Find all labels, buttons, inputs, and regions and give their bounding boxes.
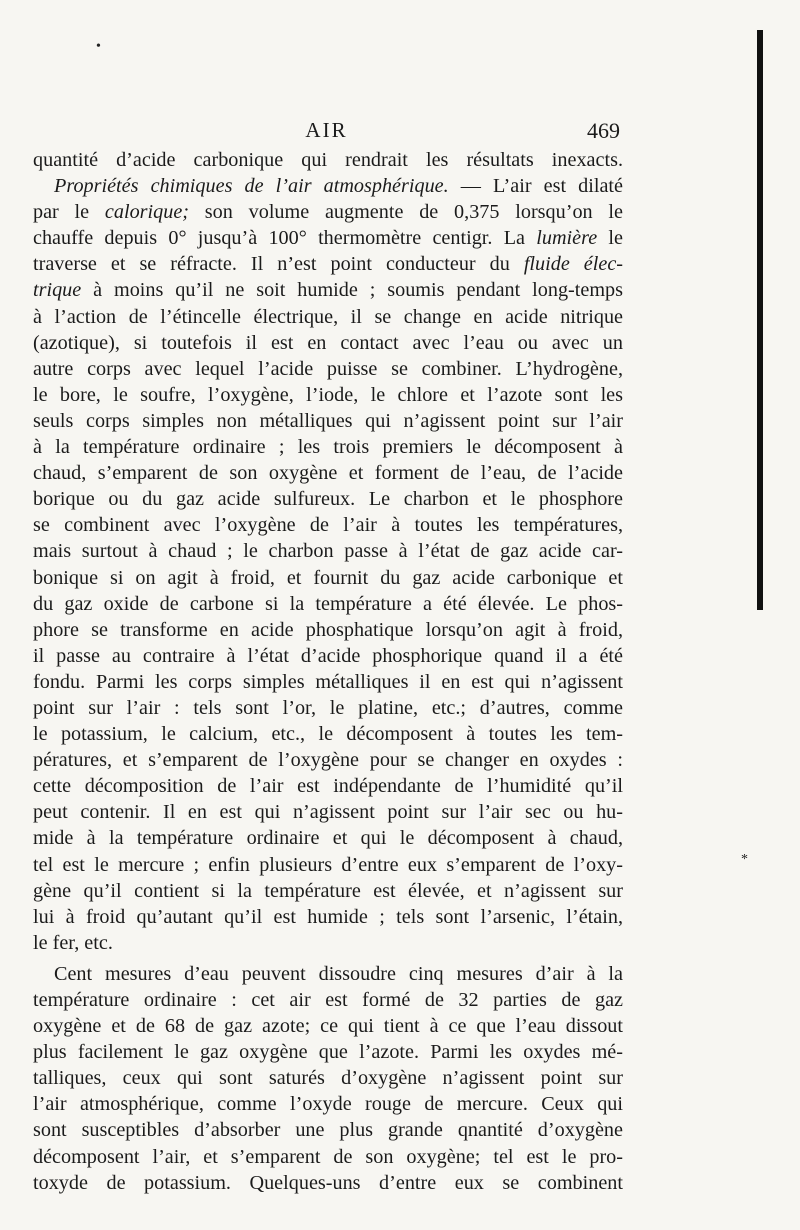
text-run: gène qu’il contient si la température est élevée, et n’agissent sur <box>33 879 623 902</box>
ink-speck: * <box>741 852 748 867</box>
text-line <box>33 695 623 721</box>
text-run: il passe au contraire à l’état d’acide phosphorique quand il a été <box>33 644 623 667</box>
text-run: seuls corps simples non métalliques qui n’agissent point sur l’air <box>33 409 623 432</box>
text-line <box>33 434 623 460</box>
text-line <box>33 538 623 564</box>
text-line <box>33 1117 623 1143</box>
text-run: chaud, s’emparent de son oxygène et forment de l’eau, de l’acide <box>33 462 623 485</box>
text-run: du gaz oxide de carbone si la température a été élevée. Le phos- <box>33 592 623 615</box>
text-run: pératures, et s’emparent de l’oxygène pour se changer en oxydes : <box>33 749 623 772</box>
text-run: borique ou du gaz acide sulfureux. Le charbon et le phosphore <box>33 488 623 511</box>
text-run: tel est le mercure ; enfin plusieurs d’entre eux s’emparent de l’oxy- <box>33 853 623 876</box>
text-line <box>33 356 623 382</box>
text-run: sont susceptibles d’absorber une plus grande qnantité d’oxygène <box>33 1119 623 1142</box>
text-line <box>33 669 623 695</box>
text-run: autre corps avec lequel l’acide puisse se combiner. L’hydrogène, <box>33 357 623 380</box>
text-run: mide à la température ordinaire et qui le décomposent à chaud, <box>33 827 623 850</box>
text-run: à l’action de l’étincelle électrique, il se change en acide nitrique <box>33 305 623 328</box>
running-title: AIR <box>305 118 348 142</box>
ink-speck: • <box>96 39 101 54</box>
text-run: se combinent avec l’oxygène de l’air à toutes les températures, <box>33 514 623 537</box>
text-run: le potassium, le calcium, etc., le décomposent à toutes les tem- <box>33 723 623 746</box>
text-run: l’air atmosphérique, comme l’oxyde rouge de mercure. Ceux qui <box>33 1093 623 1116</box>
italic-text: fluide élec- <box>523 253 624 276</box>
text-line <box>33 1144 623 1170</box>
text-run: à moins qu’il ne soit humide ; soumis pendant long-temps <box>81 279 623 302</box>
text-line <box>33 304 623 330</box>
text-run: mais surtout à chaud ; le charbon passe à l’état de gaz acide car- <box>33 540 623 563</box>
text-run: plus facilement le gaz oxygène que l’azote. Parmi les oxydes mé- <box>33 1041 623 1064</box>
text-run: phore se transforme en acide phosphatique lorsqu’on agit à froid, <box>33 618 623 641</box>
text-run: quantité d’acide carbonique qui rendrait les résultats inexacts. <box>33 149 623 171</box>
text-line <box>33 565 623 591</box>
italic-text: calorique; <box>104 201 190 224</box>
text-line <box>33 852 623 878</box>
text-line <box>33 617 623 643</box>
text-run: — L’air est dilaté <box>448 175 623 198</box>
text-line <box>33 277 623 303</box>
text-run: chauffe depuis 0° jusqu’à 100° thermomètre centigr. La <box>33 227 537 250</box>
text-run: traverse et se réfracte. Il n’est point conducteur du <box>33 253 524 276</box>
text-line <box>33 382 623 408</box>
text-line <box>33 643 623 669</box>
text-run: lui à froid qu’autant qu’il est humide ; tels sont l’arsenic, l’étain, <box>33 905 623 928</box>
text-line <box>33 1039 623 1065</box>
text-run: cette décomposition de l’air est indépendante de l’humidité qu’il <box>33 775 623 798</box>
text-run: peut contenir. Il en est qui n’agissent point sur l’air sec ou hu- <box>33 801 623 824</box>
text-line <box>33 1013 623 1039</box>
text-run: le bore, le soufre, l’oxygène, l’iode, le chlore et l’azote sont les <box>33 383 623 406</box>
page-number: 469 <box>587 118 620 143</box>
text-run: son volume augmente de 0,375 lorsqu’on le <box>189 201 623 224</box>
text-line <box>33 878 623 904</box>
text-run: décomposent l’air, et s’emparent de son oxygène; tel est le pro- <box>33 1145 623 1168</box>
body-text <box>33 147 623 1196</box>
text-line <box>33 773 623 799</box>
text-line <box>33 721 623 747</box>
italic-text: trique <box>33 279 82 302</box>
text-line <box>33 330 623 356</box>
text-run: (azotique), si toutefois il est en contact avec l’eau ou avec un <box>33 331 623 354</box>
text-line <box>33 1170 623 1196</box>
text-line <box>33 486 623 512</box>
text-run: oxygène et de 68 de gaz azote; ce qui tient à ce que l’eau dissout <box>33 1015 623 1038</box>
text-line <box>33 747 623 773</box>
text-line <box>33 199 623 225</box>
text-run: bonique si on agit à froid, et fournit du gaz acide carbonique et <box>33 566 623 589</box>
text-line <box>33 173 623 199</box>
text-line <box>33 1091 623 1117</box>
text-line <box>33 930 623 956</box>
text-line <box>33 961 623 987</box>
text-line <box>33 1065 623 1091</box>
text-line <box>33 147 623 173</box>
text-run: le <box>597 227 623 250</box>
text-line <box>33 987 623 1013</box>
text-line <box>33 251 623 277</box>
italic-text: Propriétés chimiques de l’air atmosphérique. <box>54 175 449 198</box>
text-line <box>33 825 623 851</box>
italic-text: lumière <box>536 227 598 250</box>
text-line <box>33 225 623 251</box>
text-line <box>33 408 623 434</box>
text-run: par le <box>33 201 105 224</box>
text-run: à la température ordinaire ; les trois premiers le décomposent à <box>33 436 623 459</box>
page-edge-shadow <box>757 30 763 610</box>
text-line <box>33 799 623 825</box>
text-run: toxyde de potassium. Quelques-uns d’entre eux se combinent <box>33 1171 623 1194</box>
text-run: talliques, ceux qui sont saturés d’oxygène n’agissent point sur <box>33 1067 623 1090</box>
text-line <box>33 591 623 617</box>
text-line <box>33 460 623 486</box>
text-run: le fer, etc. <box>33 931 113 954</box>
text-line <box>33 904 623 930</box>
text-run: Cent mesures d’eau peuvent dissoudre cinq mesures d’air à la <box>54 962 623 985</box>
text-run: point sur l’air : tels sont l’or, le platine, etc.; d’autres, comme <box>33 696 623 719</box>
page-header <box>33 118 620 148</box>
text-line <box>33 512 623 538</box>
text-run: fondu. Parmi les corps simples métalliques il en est qui n’agissent <box>33 670 623 693</box>
text-run: température ordinaire : cet air est formé de 32 parties de gaz <box>33 989 623 1011</box>
